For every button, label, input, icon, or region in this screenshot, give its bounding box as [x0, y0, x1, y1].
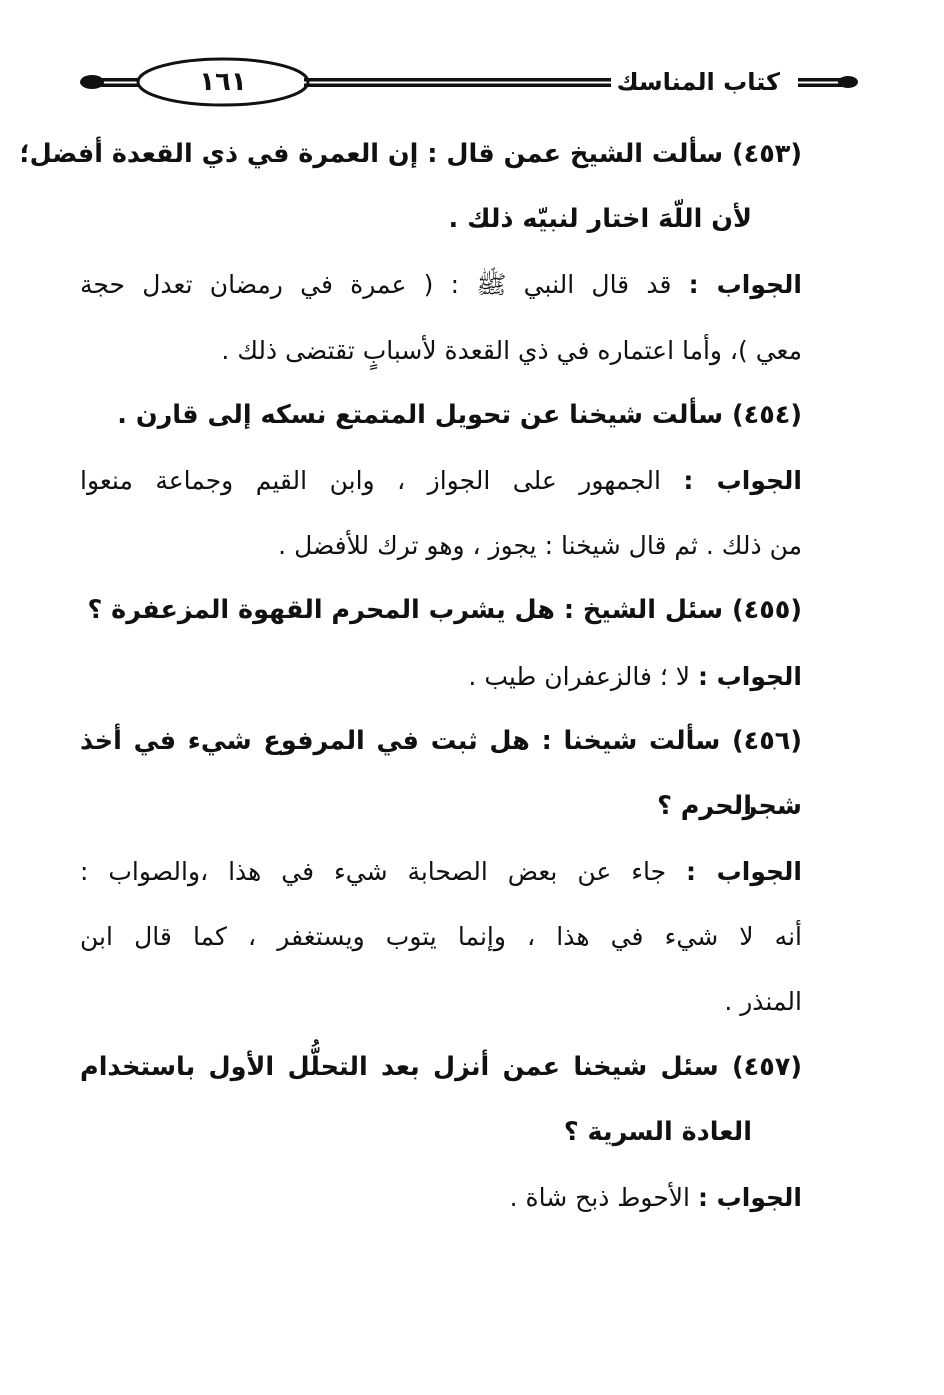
answer-label: الجواب :: [685, 857, 802, 887]
question-455: (٤٥٥) سئل الشيخ : هل يشرب المحرم القهوة المزعفرة ؟: [87, 595, 802, 626]
answer-456-end: المنذر .: [724, 987, 802, 1017]
question-453-continuation: لأن اللّهَ اختار لنبيّه ذلك .: [448, 204, 752, 235]
running-header: [78, 52, 860, 114]
answer-label: الجواب :: [697, 1183, 802, 1212]
answer-label: الجواب :: [683, 465, 802, 495]
answer-text: الأحوط ذبح شاة .: [509, 1183, 698, 1212]
answer-454-continuation: من ذلك . ثم قال شيخنا : يجوز ، وهو ترك للأفضل .: [278, 531, 802, 561]
answer-456-continuation: أنه لا شيء في هذا ، وإنما يتوب ويستغفر ، كما قال ابن: [80, 922, 802, 952]
answer-453-continuation: معي )، وأما اعتماره في ذي القعدة لأسبابٍ تقتضى ذلك .: [221, 335, 802, 365]
answer-457: [80, 1165, 802, 1230]
question-456-continuation: الحرم ؟: [657, 790, 752, 821]
answer-label: الجواب :: [697, 661, 802, 691]
question-457-continuation: العادة السرية ؟: [563, 1116, 752, 1147]
answer-text: لا ؛ فالزعفران طيب .: [468, 661, 698, 691]
answer-label: الجواب :: [688, 270, 802, 300]
answer-455: [80, 644, 802, 709]
answer-text: قد قال النبي ﷺ : ( عمرة في رمضان تعدل حجة: [80, 270, 689, 300]
question-453: (٤٥٣) سألت الشيخ عمن قال : إن العمرة في ذي القعدة أفضل؛: [19, 139, 802, 169]
answer-454: [80, 448, 802, 513]
question-456: (٤٥٦) سألت شيخنا : هل ثبت في المرفوع شيء في أخذ شجر: [80, 725, 802, 821]
page-body: [19, 122, 802, 1230]
book-title: كتاب المناسك: [611, 62, 786, 102]
answer-text: جاء عن بعض الصحابة شيء في هذا ،والصواب :: [80, 857, 686, 887]
question-457: (٤٥٧) سئل شيخنا عمن أنزل بعد التحلُّل الأول باستخدام: [80, 1051, 802, 1082]
answer-456: [80, 839, 802, 904]
question-454: (٤٥٤) سألت شيخنا عن تحويل المتمتع نسكه إلى قارن .: [117, 399, 802, 430]
answer-453: [80, 252, 802, 317]
answer-text: الجمهور على الجواز ، وابن القيم وجماعة منعوا: [80, 465, 684, 495]
page-number: ١٦١: [199, 67, 247, 97]
